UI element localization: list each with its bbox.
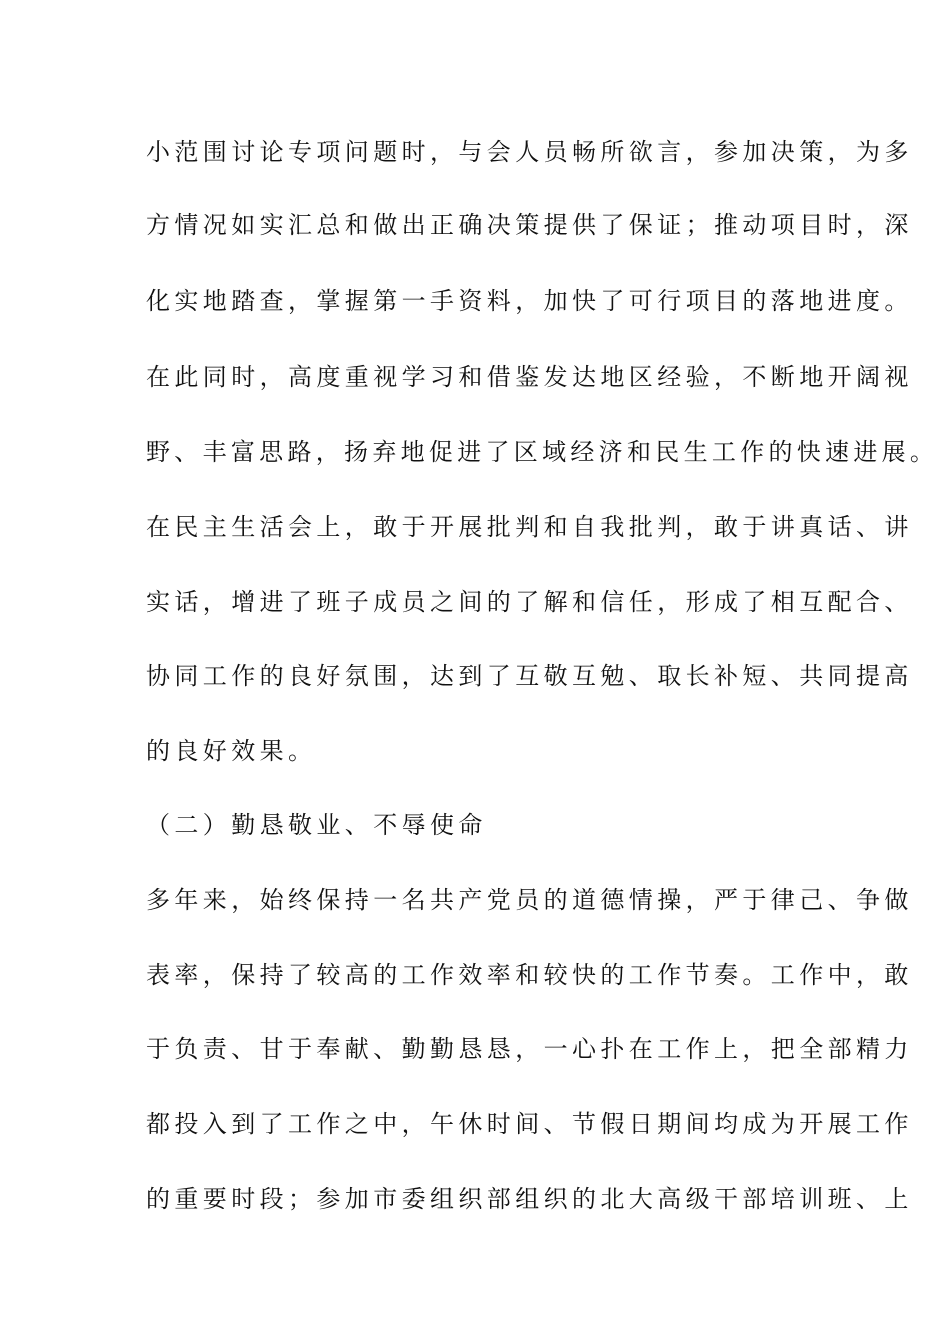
text-line: 实话，增进了班子成员之间的了解和信任，形成了相互配合、 — [146, 588, 913, 616]
text-line: 的重要时段；参加市委组织部组织的北大高级干部培训班、上 — [146, 1185, 913, 1213]
text-line: 表率，保持了较高的工作效率和较快的工作节奏。工作中，敢 — [146, 961, 913, 989]
text-line: 在民主生活会上，敢于开展批判和自我批判，敢于讲真话、讲 — [146, 513, 913, 541]
text-line: 野、丰富思路，扬弃地促进了区域经济和民生工作的快速进展。 — [146, 438, 939, 466]
text-line: 多年来，始终保持一名共产党员的道德情操，严于律己、争做 — [146, 886, 913, 914]
text-line: 在此同时，高度重视学习和借鉴发达地区经验，不断地开阔视 — [146, 363, 913, 391]
text-line: 的良好效果。 — [146, 737, 317, 765]
text-line: 于负责、甘于奉献、勤勤恳恳，一心扑在工作上，把全部精力 — [146, 1035, 913, 1063]
text-line: 方情况如实汇总和做出正确决策提供了保证；推动项目时，深 — [146, 211, 913, 239]
text-line: 协同工作的良好氛围，达到了互敬互勉、取长补短、共同提高 — [146, 662, 913, 690]
section-heading: （二）勤恳敬业、不辱使命 — [146, 811, 487, 839]
text-line: 都投入到了工作之中，午休时间、节假日期间均成为开展工作 — [146, 1110, 913, 1138]
text-line: 小范围讨论专项问题时，与会人员畅所欲言，参加决策，为多 — [146, 138, 913, 166]
text-line: 化实地踏查，掌握第一手资料，加快了可行项目的落地进度。 — [146, 287, 913, 315]
